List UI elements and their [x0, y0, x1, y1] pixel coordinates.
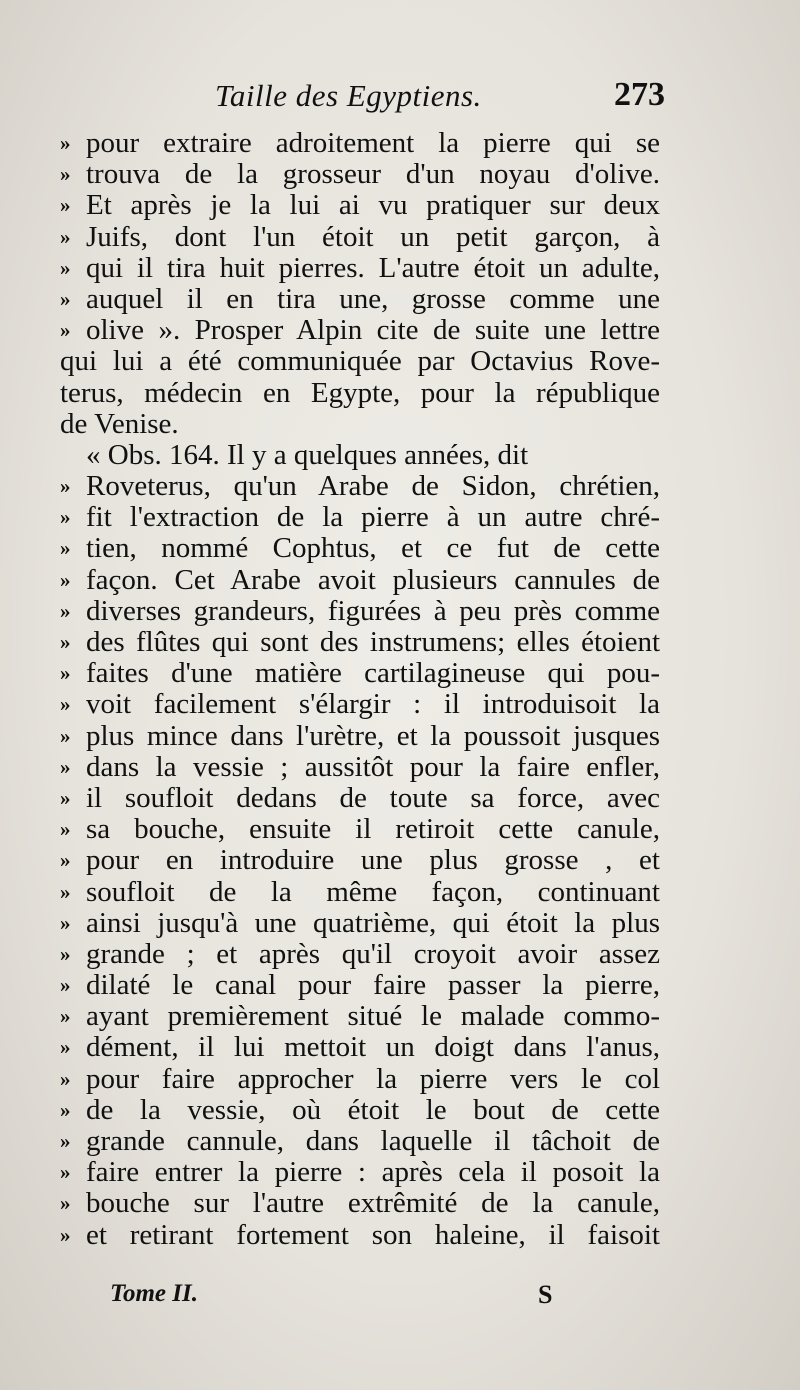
text-line: [60, 939, 660, 970]
body-text: [60, 128, 660, 1251]
quote-mark: »: [60, 1035, 71, 1060]
quote-mark: »: [60, 567, 71, 592]
text-line: [60, 1095, 660, 1126]
line-text: façon. Cet Arabe avoit plusieurs cannules de: [86, 563, 660, 596]
text-line: [60, 159, 660, 190]
text-line: [60, 845, 660, 876]
quote-mark: »: [60, 817, 71, 842]
line-text: qui lui a été communiquée par Octavius Rove-: [60, 345, 660, 378]
quote-mark: »: [60, 754, 71, 779]
quote-mark: »: [60, 536, 71, 561]
text-line: [60, 1032, 660, 1063]
line-text: dans la vessie ; aussitôt pour la faire enfler,: [86, 750, 660, 783]
text-line: [60, 1188, 660, 1219]
line-text: pour faire approcher la pierre vers le col: [86, 1062, 660, 1095]
text-line: [60, 752, 660, 783]
text-line: [60, 190, 660, 221]
line-text: il soufloit dedans de toute sa force, avec: [86, 781, 660, 814]
line-text: voit facilement s'élargir : il introduisoit la: [86, 688, 660, 721]
text-line: [60, 346, 660, 377]
text-line: [60, 409, 660, 440]
quote-mark: »: [60, 286, 71, 311]
line-text: de la vessie, où étoit le bout de cette: [86, 1093, 660, 1126]
signature-mark: S: [538, 1280, 553, 1309]
line-text: dilaté le canal pour faire passer la pierre,: [86, 969, 660, 1002]
line-text: pour en introduire une plus grosse , et: [86, 844, 660, 877]
text-line: [60, 1126, 660, 1157]
line-text: « Obs. 164. Il y a quelques années, dit: [86, 438, 529, 471]
line-text: grande cannule, dans laquelle il tâchoit de: [86, 1125, 660, 1157]
quote-mark: »: [60, 318, 71, 343]
line-text: faire entrer la pierre : après cela il posoit la: [86, 1156, 660, 1189]
quote-mark: »: [60, 1160, 71, 1185]
text-line: [60, 627, 660, 658]
line-text: grande ; et après qu'il croyoit avoir assez: [86, 937, 660, 970]
text-line: [60, 440, 660, 471]
text-line: [60, 315, 660, 346]
line-text: terus, médecin en Egypte, pour la république: [60, 376, 660, 409]
text-line: [60, 1157, 660, 1188]
running-title: Taille des Egyptiens.: [215, 78, 482, 113]
page-footer: [60, 1280, 660, 1320]
line-text: ayant premièrement situé le malade commo-: [86, 1000, 660, 1033]
quote-mark: »: [60, 1097, 71, 1122]
quote-mark: »: [60, 1004, 71, 1029]
line-text: des flûtes qui sont des instrumens; elles étoient: [86, 626, 660, 658]
quote-mark: »: [60, 1191, 71, 1216]
text-line: [60, 222, 660, 253]
line-text: bouche sur l'autre extrêmité de la canule,: [86, 1187, 660, 1220]
line-text: ainsi jusqu'à une quatrième, qui étoit la plus: [86, 906, 660, 939]
text-line: [60, 502, 660, 533]
line-text: et retirant fortement son haleine, il faisoit: [86, 1218, 660, 1251]
line-text: trouva de la grosseur d'un noyau d'olive.: [86, 158, 660, 191]
text-line: [60, 689, 660, 720]
text-line: [60, 970, 660, 1001]
line-text: sa bouche, ensuite il retiroit cette canule,: [86, 813, 660, 846]
quote-mark: »: [60, 1066, 71, 1091]
text-line: [60, 471, 660, 502]
text-line: [60, 1220, 660, 1251]
quote-mark: »: [60, 630, 71, 654]
text-line: [60, 814, 660, 845]
quote-mark: »: [60, 505, 71, 530]
line-text: pour extraire adroitement la pierre qui se: [86, 127, 660, 159]
line-text: faites d'une matière cartilagineuse qui pou-: [86, 657, 660, 690]
quote-mark: »: [60, 723, 71, 748]
quote-mark: »: [60, 879, 71, 904]
line-text: Et après je la lui ai vu pratiquer sur deux: [86, 189, 660, 222]
line-text: plus mince dans l'urètre, et la poussoit jusques: [86, 719, 660, 752]
line-text: Juifs, dont l'un étoit un petit garçon, à: [86, 220, 660, 253]
quote-mark: »: [60, 131, 71, 155]
line-text: diverses grandeurs, figurées à peu près comme: [86, 594, 660, 627]
line-text: olive ». Prosper Alpin cite de suite une lettre: [86, 314, 660, 347]
line-text: dément, il lui mettoit un doigt dans l'anus,: [86, 1031, 660, 1064]
line-text: soufloit de la même façon, continuant: [86, 875, 660, 908]
quote-mark: »: [60, 973, 71, 998]
text-line: [60, 284, 660, 315]
line-text: qui il tira huit pierres. L'autre étoit un adulte,: [86, 251, 660, 284]
quote-mark: »: [60, 193, 71, 218]
text-line: [60, 378, 660, 409]
line-text: tien, nommé Cophtus, et ce fut de cette: [86, 532, 660, 565]
quote-mark: »: [60, 1222, 71, 1247]
page-header: [215, 72, 665, 122]
line-text: auquel il en tira une, grosse comme une: [86, 282, 660, 315]
quote-mark: »: [60, 162, 71, 187]
text-line: [60, 253, 660, 284]
text-line: [60, 721, 660, 752]
volume-label: Tome II.: [110, 1280, 198, 1307]
text-line: [60, 128, 660, 159]
page-number: 273: [614, 76, 665, 113]
quote-mark: »: [60, 598, 71, 623]
quote-mark: »: [60, 941, 71, 966]
text-line: [60, 1001, 660, 1032]
text-line: [60, 596, 660, 627]
quote-mark: »: [60, 692, 71, 717]
text-line: [60, 783, 660, 814]
quote-mark: »: [60, 848, 71, 873]
line-text: fit l'extraction de la pierre à un autre chré-: [86, 501, 660, 534]
text-line: [60, 877, 660, 908]
quote-mark: »: [60, 785, 71, 810]
line-text: de Venise.: [60, 407, 179, 440]
quote-mark: »: [60, 474, 71, 499]
text-line: [60, 565, 660, 596]
line-text: Roveterus, qu'un Arabe de Sidon, chrétien,: [86, 470, 660, 503]
text-line: [60, 908, 660, 939]
quote-mark: »: [60, 224, 71, 249]
text-line: [60, 533, 660, 564]
quote-mark: »: [60, 255, 71, 280]
quote-mark: »: [60, 661, 71, 686]
quote-mark: »: [60, 1129, 71, 1153]
quote-mark: »: [60, 910, 71, 935]
text-line: [60, 658, 660, 689]
text-line: [60, 1064, 660, 1095]
